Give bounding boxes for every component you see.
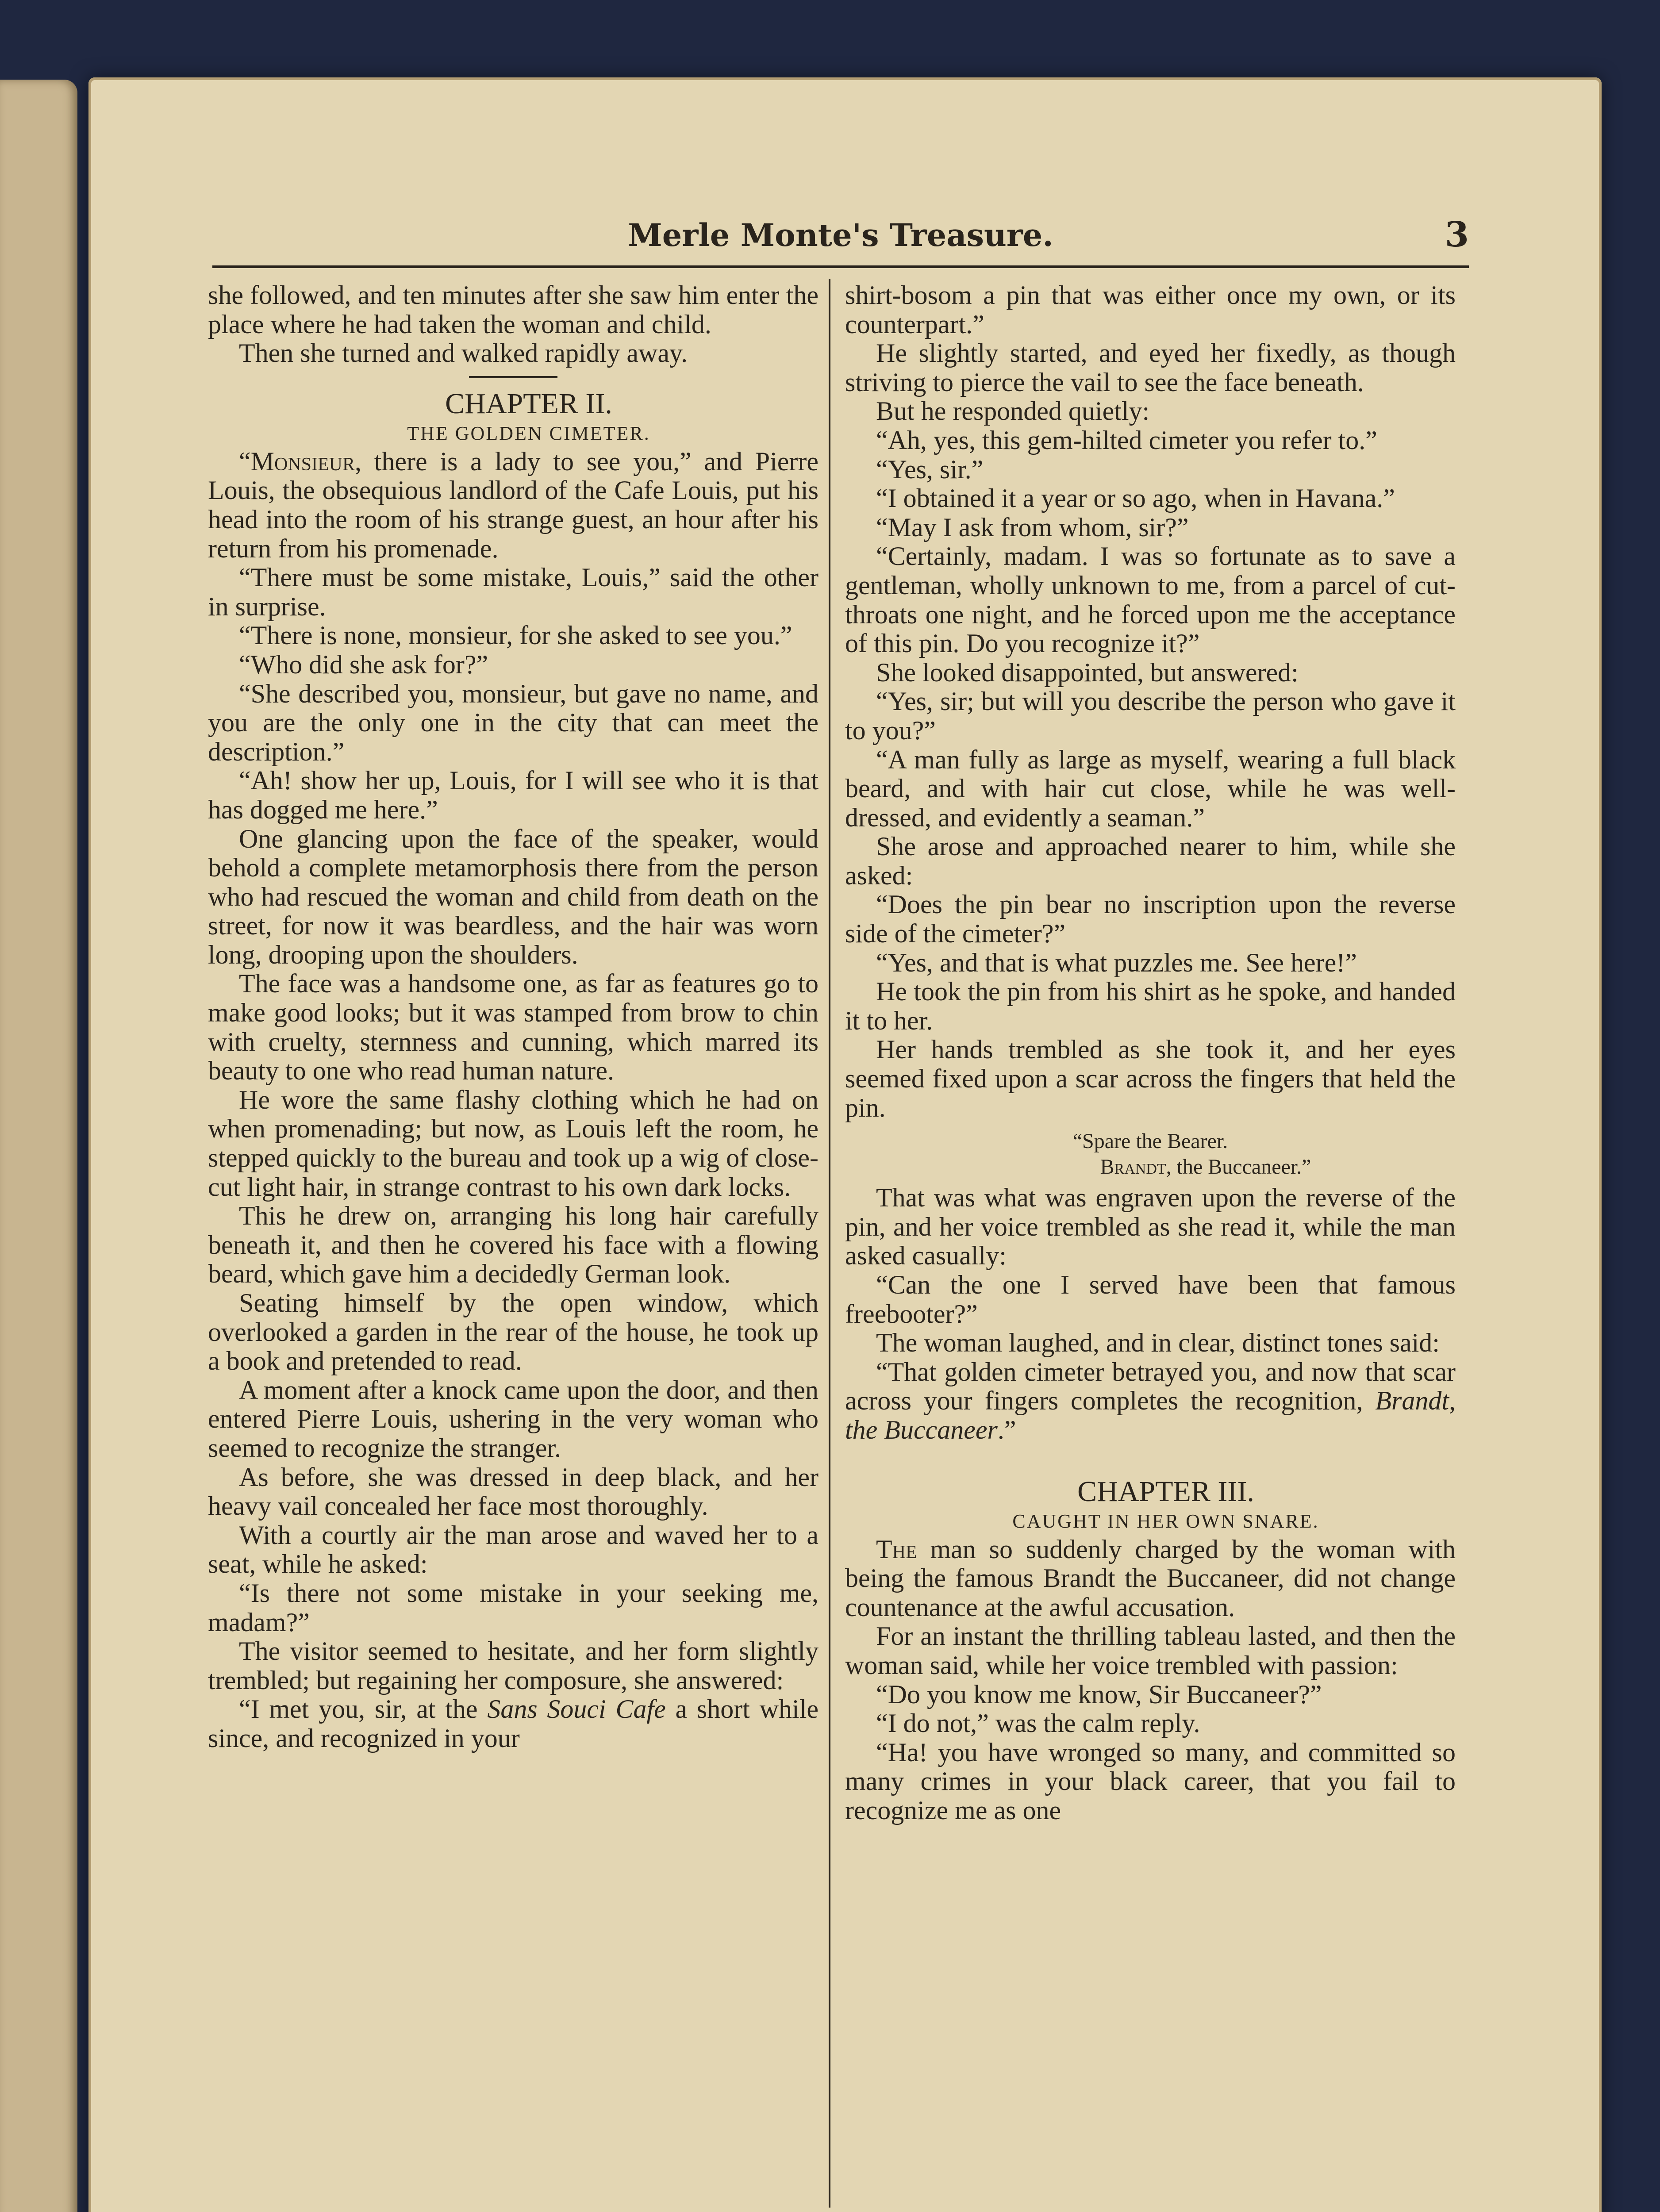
paragraph: He slightly started, and eyed her fixedly, as though striving to pierce the vail to see the face beneath. xyxy=(845,338,1456,397)
column-divider xyxy=(829,279,830,2208)
chapter-subtitle: CAUGHT IN HER OWN SNARE. xyxy=(1012,1510,1319,1532)
paragraph: “I obtained it a year or so ago, when in Havana.” xyxy=(876,484,1395,513)
inscription-line xyxy=(845,1154,1456,1180)
paragraph: “Do you know me know, Sir Buccaneer?” xyxy=(876,1679,1322,1709)
paragraph: “Who did she ask for?” xyxy=(239,649,488,679)
previous-page-edge xyxy=(0,80,77,2212)
paragraph: She looked disappointed, but answered: xyxy=(876,657,1299,687)
paragraph: The face was a handsome one, as far as features go to make good looks; but it was stamped from brow to chin with cruelty, sternness and cunning, which marred its beauty to one who read human nature. xyxy=(208,969,818,1086)
paragraph-text: “I met you, sir, at the xyxy=(239,1694,488,1724)
inscription-name: Brandt xyxy=(1100,1155,1166,1179)
paragraph: “Yes, and that is what puzzles me. See here!” xyxy=(876,948,1357,977)
paragraph: she followed, and ten minutes after she saw him enter the place where he had taken the woman and child. xyxy=(208,281,818,339)
paragraph: She arose and approached nearer to him, while she asked: xyxy=(845,832,1456,890)
paragraph: For an instant the thrilling tableau lasted, and then the woman said, while her voice trembled with passion: xyxy=(845,1621,1456,1680)
spacer xyxy=(845,1445,1456,1476)
inscription-line: “Spare the Bearer. xyxy=(1072,1129,1228,1153)
paragraph: “Yes, sir.” xyxy=(876,454,984,484)
paragraph: This he drew on, arranging his long hair carefully beneath it, and then he covered his face with a flowing beard, which gave him a decidedly German look. xyxy=(208,1201,818,1289)
paragraph: A moment after a knock came upon the door, and then entered Pierre Louis, ushering in the very woman who seemed to recognize the stranger. xyxy=(208,1375,818,1463)
paragraph xyxy=(845,1358,1456,1445)
paragraph: He took the pin from his shirt as he spoke, and handed it to her. xyxy=(845,977,1456,1035)
paragraph-text: man so suddenly charged by the woman with being the famous Brandt the Buccaneer, did not change countenance at the awful accusation. xyxy=(845,1534,1456,1622)
running-head xyxy=(212,204,1469,268)
paragraph: “There must be some mistake, Louis,” said the other in surprise. xyxy=(208,563,818,621)
paragraph: “Certainly, madam. I was so fortunate as to save a gentleman, wholly unknown to me, from a parcel of cut-throats one night, and he forced upon me the acceptance of this pin. Do you recognize it?” xyxy=(845,541,1456,658)
magazine-page xyxy=(88,77,1602,2212)
lead-word: The xyxy=(876,1534,917,1564)
chapter-subtitle: THE GOLDEN CIMETER. xyxy=(407,422,650,444)
chapter-title: CHAPTER II. xyxy=(445,387,612,420)
emphasis-text: Brandt, the Buccaneer xyxy=(845,1386,1456,1444)
paragraph: He wore the same flashy clothing which he had on when promenading; but now, as Louis left the room, he stepped quickly to the bureau and took up a wig of close-cut light hair, in strange contrast to his own dark locks. xyxy=(208,1085,818,1202)
paragraph: One glancing upon the face of the speaker, would behold a complete metamorphosis there from the person who had rescued the woman and child from death on the street, for now it was beardless, and the hair was worn long, drooping upon the shoulders. xyxy=(208,824,818,969)
inscription-text: , the Buccaneer.” xyxy=(1166,1155,1311,1179)
paragraph: “Does the pin bear no inscription upon the reverse side of the cimeter?” xyxy=(845,890,1456,949)
paragraph: “I do not,” was the calm reply. xyxy=(876,1709,1200,1738)
paragraph: Her hands trembled as she took it, and her eyes seemed fixed upon a scar across the fingers that held the pin. xyxy=(845,1035,1456,1122)
lead-word: “Monsieur xyxy=(239,446,355,476)
paragraph: The visitor seemed to hesitate, and her form slightly trembled; but regaining her composure, she answered: xyxy=(208,1636,818,1695)
paragraph: “A man fully as large as myself, wearing a full black beard, and with hair cut close, while he was well-dressed, and evidently a seaman.” xyxy=(845,745,1456,832)
left-column xyxy=(208,281,818,2210)
paragraph: “Can the one I served have been that famous freebooter?” xyxy=(845,1270,1456,1329)
paragraph-text: , there is a lady to see you,” and Pierre Louis, the obsequious landlord of the Cafe Louis, put his head into the room of his strange guest, an hour after his return from his promenade. xyxy=(208,446,818,563)
paragraph: The woman laughed, and in clear, distinct tones said: xyxy=(876,1328,1440,1358)
page-number: 3 xyxy=(1445,215,1469,255)
chapter-title: CHAPTER III. xyxy=(1077,1475,1254,1508)
paragraph-text: .” xyxy=(997,1415,1016,1444)
paragraph-text: a short while since, and recognized in your xyxy=(208,1694,818,1753)
paragraph: Then she turned and walked rapidly away. xyxy=(239,338,688,368)
paragraph xyxy=(208,1695,818,1753)
paragraph: “Ah! show her up, Louis, for I will see who it is that has dogged me here.” xyxy=(208,766,818,824)
paragraph: “Is there not some mistake in your seeking me, madam?” xyxy=(208,1578,818,1637)
paragraph: “May I ask from whom, sir?” xyxy=(876,512,1189,542)
paragraph: “There is none, monsieur, for she asked to see you.” xyxy=(239,621,792,650)
paragraph: “Yes, sir; but will you describe the person who gave it to you?” xyxy=(845,687,1456,745)
right-column xyxy=(845,281,1456,2210)
paragraph: Seating himself by the open window, which overlooked a garden in the rear of the house, he took up a book and pretended to read. xyxy=(208,1288,818,1376)
paragraph: That was what was engraven upon the reverse of the pin, and her voice trembled as she read it, while the man asked casually: xyxy=(845,1183,1456,1271)
running-title: Merle Monte's Treasure. xyxy=(628,217,1053,253)
section-divider xyxy=(469,376,557,378)
paragraph: “Ha! you have wronged so many, and committed so many crimes in your black career, that you fail to recognize me as one xyxy=(845,1737,1456,1825)
paragraph xyxy=(845,1535,1456,1622)
paragraph xyxy=(208,447,818,563)
paragraph: With a courtly air the man arose and waved her to a seat, while he asked: xyxy=(208,1520,818,1579)
paragraph: “Ah, yes, this gem-hilted cimeter you refer to.” xyxy=(876,425,1377,455)
paragraph: shirt-bosom a pin that was either once my own, or its counterpart.” xyxy=(845,281,1456,339)
paragraph-text: “That golden cimeter betrayed you, and now that scar across your fingers completes the recognition, xyxy=(845,1357,1456,1416)
paragraph: “She described you, monsieur, but gave no name, and you are the only one in the city that can meet the description.” xyxy=(208,679,818,766)
paragraph: As before, she was dressed in deep black, and her heavy vail concealed her face most thoroughly. xyxy=(208,1462,818,1521)
cafe-name: Sans Souci Cafe xyxy=(487,1694,666,1724)
paragraph: But he responded quietly: xyxy=(876,396,1150,426)
pin-inscription xyxy=(845,1129,1456,1180)
